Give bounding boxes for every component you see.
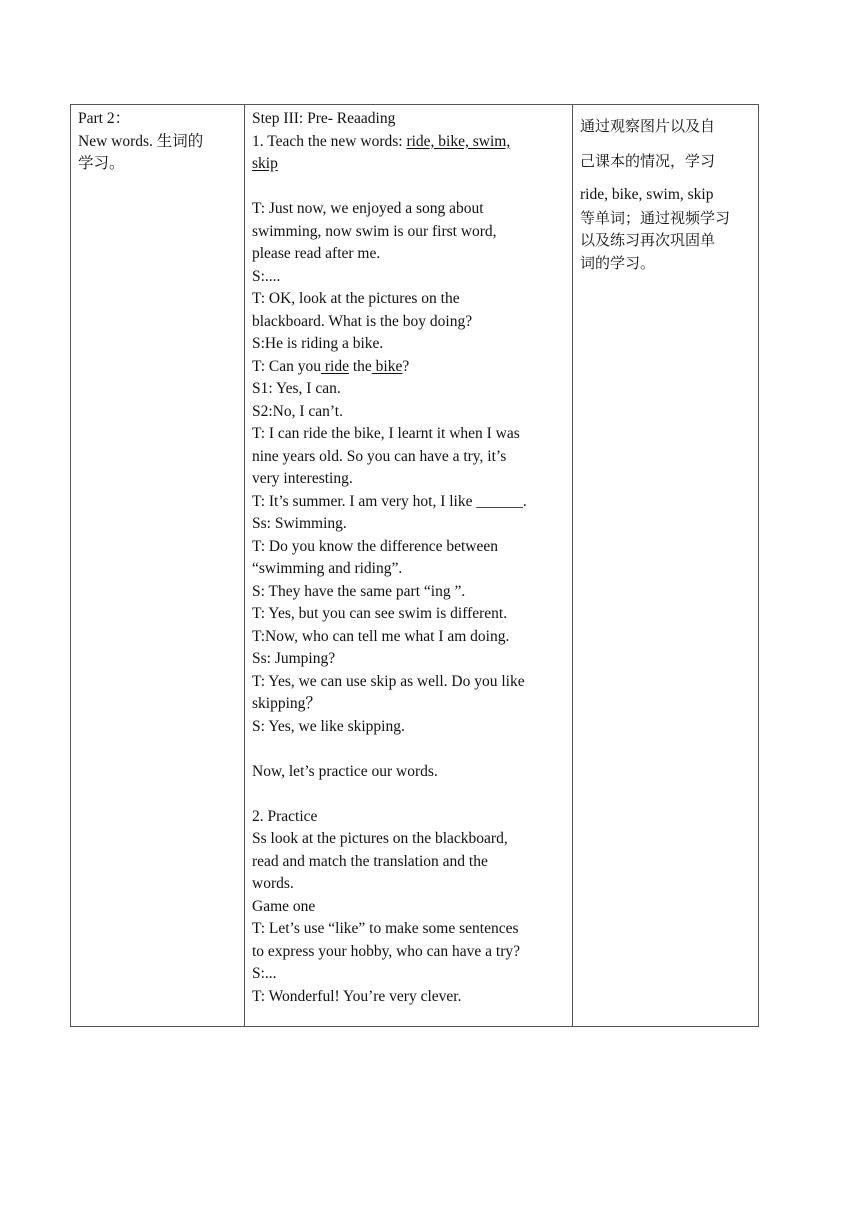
purpose-line: 以及练习再次巩固单 [580, 231, 716, 249]
step-heading: Step III: Pre- Reaading [252, 110, 396, 127]
purpose-line: 等单词；通过视频学习 [580, 208, 731, 227]
dialogue-line: S2:No, I can’t. [252, 402, 343, 420]
purpose-column [573, 105, 760, 1026]
practice-line: Ss look at the pictures on the blackboard, [252, 830, 508, 847]
dialogue-line: Now, let’s practice our words. [252, 762, 438, 780]
dialogue-line: nine years old. So you can have a try, it’s [252, 447, 507, 465]
dialogue-line: S: They have the same part “ing ”. [252, 582, 466, 600]
dialogue-line: T: OK, look at the pictures on the [252, 290, 460, 307]
section-column [71, 105, 245, 1026]
practice-line: T: Wonderful! You’re very clever. [252, 987, 462, 1005]
procedure-column [245, 105, 573, 1026]
practice-line: S:... [252, 965, 277, 982]
practice-line: read and match the translation and the [252, 852, 488, 870]
purpose-line: 己课本的情况，学习 [580, 151, 716, 170]
dialogue-line: “swimming and riding”. [252, 560, 403, 577]
dialogue-line: very interesting. [252, 470, 353, 487]
dialogue-line: please read after me. [252, 245, 381, 262]
dialogue-line: S1: Yes, I can. [252, 380, 341, 397]
teach-line: 1. Teach the new words: ride, bike, swim, [252, 132, 511, 150]
dialogue-line: T: It’s summer. I am very hot, I like ______. [252, 492, 527, 510]
dialogue-line: skipping？ [252, 695, 321, 712]
purpose-line: 通过观察图片以及自 [580, 117, 716, 135]
dialogue-line: T: Yes, we can use skip as well. Do you like [252, 672, 525, 690]
dialogue-line: S: Yes, we like skipping. [252, 717, 405, 735]
teach-line-cont: skip [252, 155, 278, 172]
practice-line: to express your hobby, who can have a try? [252, 942, 521, 960]
dialogue-line: T: Do you know the difference between [252, 537, 498, 555]
purpose-line: 词的学习。 [580, 253, 656, 272]
dialogue-line: S:He is riding a bike. [252, 335, 384, 352]
practice-line: T: Let’s use “like” to make some sentences [252, 920, 519, 937]
dialogue-line: S:.... [252, 267, 281, 285]
dialogue-line: Ss: Swimming. [252, 515, 347, 532]
dialogue-line: T: I can ride the bike, I learnt it when I was [252, 425, 520, 442]
game-heading: Game one [252, 897, 316, 915]
practice-heading: 2. Practice [252, 807, 318, 825]
dialogue-line: blackboard. What is the boy doing? [252, 312, 473, 330]
section-title-cont: 学习。 [78, 155, 125, 172]
dialogue-line: T: Can you ride the bike? [252, 357, 410, 375]
purpose-words: ride, bike, swim, skip [580, 186, 714, 203]
practice-line: words. [252, 875, 294, 892]
dialogue-line: T:Now, who can tell me what I am doing. [252, 627, 510, 645]
section-title: New words. 生词的 [78, 132, 204, 150]
lesson-plan-table [70, 104, 759, 1027]
dialogue-line: swimming, now swim is our first word, [252, 222, 497, 240]
dialogue-line: T: Just now, we enjoyed a song about [252, 200, 484, 217]
part-label: Part 2： [78, 110, 131, 127]
dialogue-line: Ss: Jumping? [252, 650, 336, 667]
new-words-underlined: ride, bike, swim, [406, 132, 511, 150]
dialogue-line: T: Yes, but you can see swim is different. [252, 605, 508, 622]
